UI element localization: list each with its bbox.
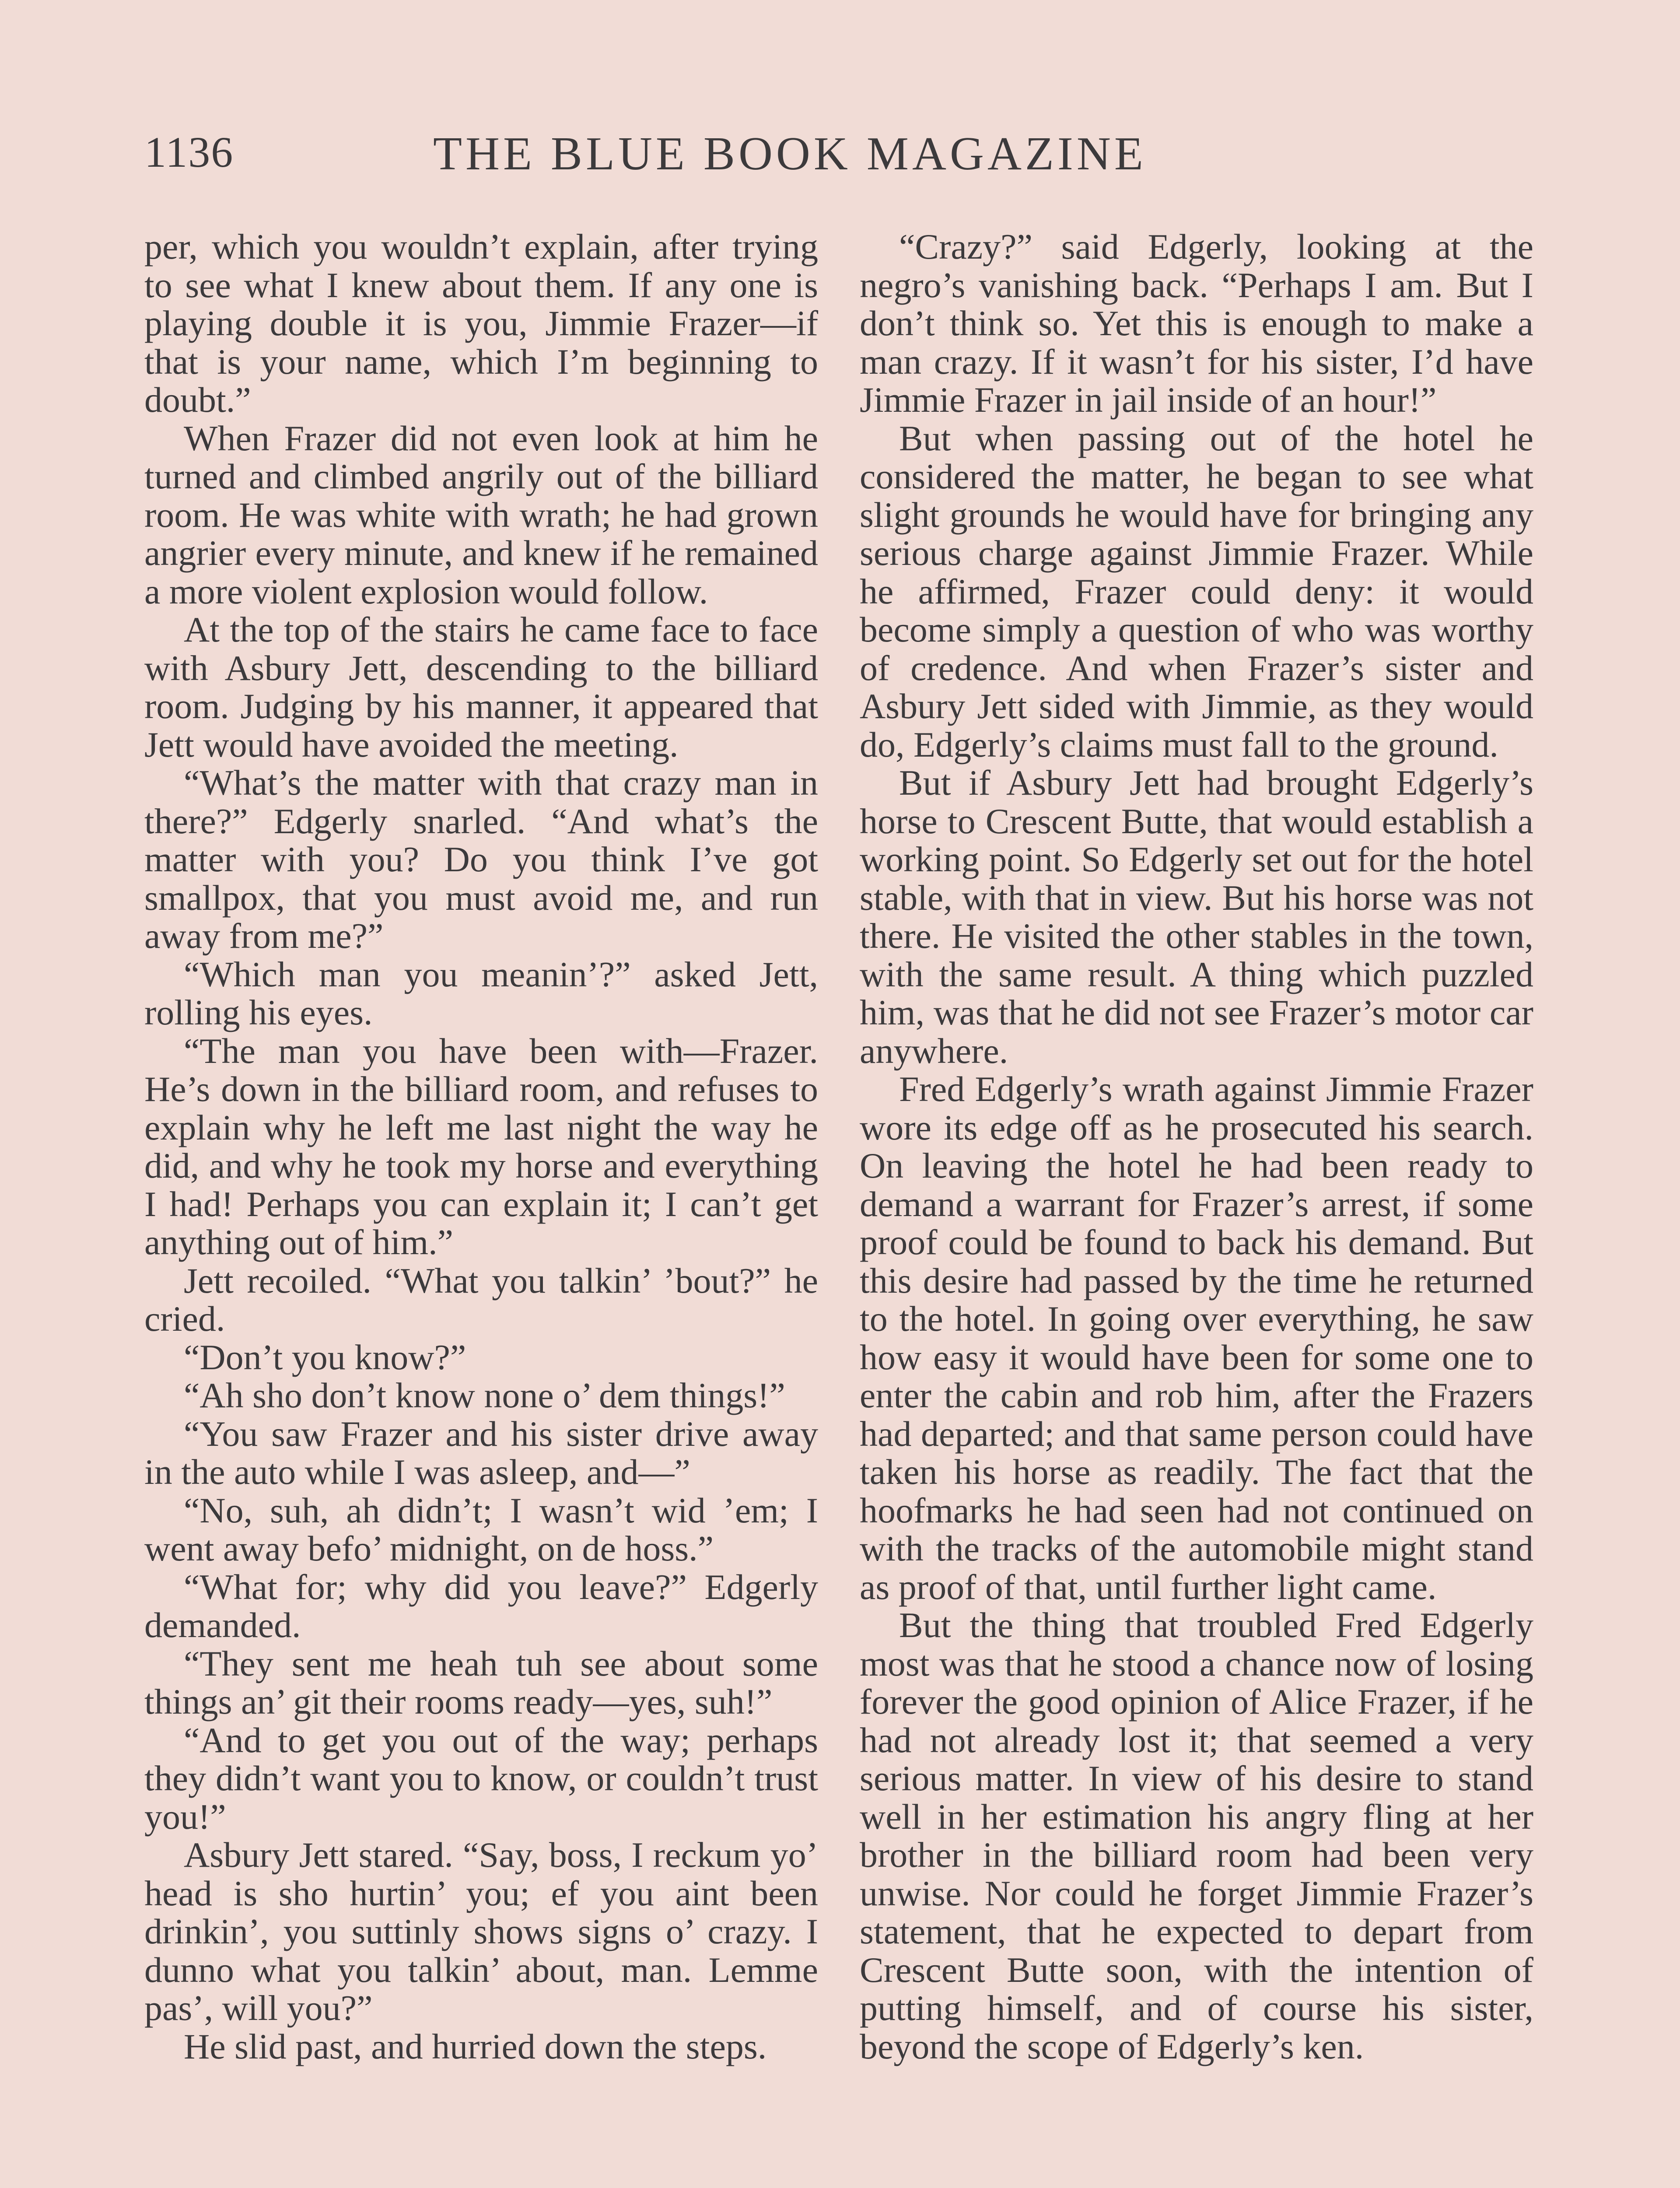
paragraph: At the top of the stairs he came face to face with Asbury Jett, descending to the billiard room. Judging by his manner, it appeared that Jett would have avoided the meeting. (144, 610, 818, 764)
paragraph: But when passing out of the hotel he considered the matter, he began to see what slight grounds he would have for bringing any serious charge against Jimmie Frazer. While he affirmed, Frazer could deny: it would become simply a question of who was worthy of credence. And when Frazer’s sister and Asbury Jett sided with Jimmie, as they would do, Edgerly’s claims must fall to the ground. (860, 418, 1533, 764)
page-header (144, 127, 1544, 184)
paragraph: “No, suh, ah didn’t; I wasn’t wid ’em; I went away befo’ midnight, on de hoss.” (144, 1490, 818, 1568)
paragraph: “What’s the matter with that crazy man in there?” Edgerly snarled. “And what’s the matter with you? Do you think I’ve got smallpox, that you must avoid me, and run away from me?” (144, 763, 818, 956)
paragraph: Jett recoiled. “What you talkin’ ’bout?” he cried. (144, 1260, 818, 1339)
paragraph: “Don’t you know?” (184, 1337, 466, 1377)
paragraph: “The man you have been with—Frazer. He’s down in the billiard room, and refuses to explain why he left me last night the way he did, and why he took my horse and everything I had! Perhaps you can explain it; I can’t get anything out of him.” (144, 1031, 818, 1262)
paragraph: When Frazer did not even look at him he turned and climbed angrily out of the billiard room. He was white with wrath; he had grown angrier every minute, and knew if he remained a more violent explosion would follow. (144, 418, 818, 611)
paragraph: “Ah sho don’t know none o’ dem things!” (184, 1375, 785, 1415)
paragraph: “They sent me heah tuh see about some things an’ git their rooms ready—yes, suh!” (144, 1643, 818, 1722)
right-column (860, 228, 1533, 2065)
paragraph: “Which man you meanin’?” asked Jett, rolling his eyes. (144, 954, 818, 1032)
paragraph: “What for; why did you leave?” Edgerly demanded. (144, 1567, 818, 1645)
paragraph: “You saw Frazer and his sister drive away in the auto while I was asleep, and—” (144, 1413, 818, 1492)
page-number: 1136 (144, 128, 234, 176)
paragraph: “Crazy?” said Edgerly, looking at the negro’s vanishing back. “Perhaps I am. But I don’t think so. Yet this is enough to make a man crazy. If it wasn’t for his sister, I’d have Jimmie Frazer in jail inside of an hour!” (860, 227, 1533, 420)
paragraph: per, which you wouldn’t explain, after trying to see what I knew about them. If any one is playing double it is you, Jimmie Frazer—if that is your name, which I’m beginning to doubt.” (144, 227, 818, 420)
paragraph: But if Asbury Jett had brought Edgerly’s horse to Crescent Butte, that would establish a working point. So Edgerly set out for the hotel stable, with that in view. But his horse was not there. He visited the other stables in the town, with the same result. A thing which puzzled him, was that he did not see Frazer’s motor car anywhere. (860, 763, 1533, 1071)
paragraph: Asbury Jett stared. “Say, boss, I reckum yo’ head is sho hurtin’ you; ef you aint been drinkin’, you suttinly shows signs o’ crazy. I dunno what you talkin’ about, man. Lemme pas’, will you?” (144, 1835, 818, 2028)
paragraph: Fred Edgerly’s wrath against Jimmie Frazer wore its edge off as he prosecuted his search. On leaving the hotel he had been ready to demand a warrant for Frazer’s arrest, if some proof could be found to back his demand. But this desire had passed by the time he returned to the hotel. In going over everything, he saw how easy it would have been for some one to enter the cabin and rob him, after the Frazers had departed; and that same person could have taken his horse as readily. The fact that the hoofmarks he had seen had not continued on with the tracks of the automobile might stand as proof of that, until further light came. (860, 1069, 1533, 1607)
paragraph: He slid past, and hurried down the steps. (184, 2026, 767, 2066)
paragraph: But the thing that troubled Fred Edgerly most was that he stood a chance now of losing forever the good opinion of Alice Frazer, if he had not already lost it; that seemed a very serious matter. In view of his desire to stand well in her estimation his angry fling at her brother in the billiard room had been very unwise. Nor could he forget Jimmie Frazer’s statement, that he expected to depart from Crescent Butte soon, with the intention of putting himself, and of course his sister, beyond the scope of Edgerly’s ken. (860, 1605, 1533, 2066)
paragraph: “And to get you out of the way; perhaps they didn’t want you to know, or couldn’t trust you!” (144, 1720, 818, 1837)
magazine-title: THE BLUE BOOK MAGAZINE (433, 128, 1147, 180)
left-column (144, 228, 818, 2065)
